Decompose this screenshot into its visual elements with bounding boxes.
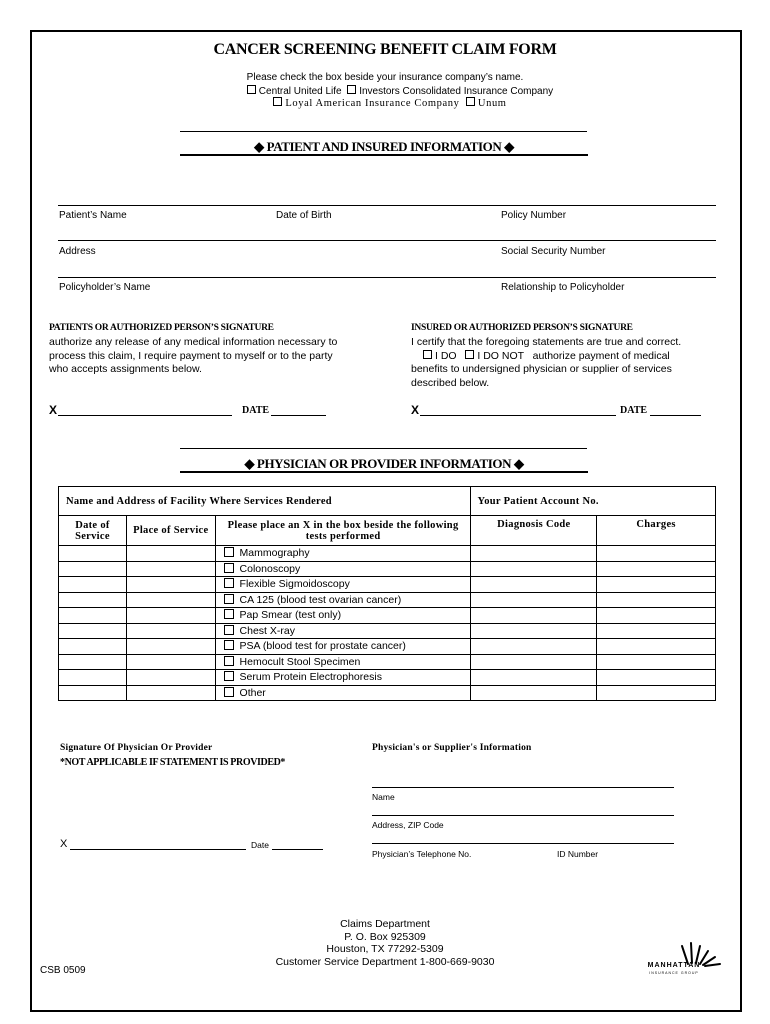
- patient-date-line[interactable]: [271, 415, 326, 416]
- claims-address: Claims Department P. O. Box 925309 Houston, TX 77292-5309 Customer Service Department 1-800-669-9030: [275, 918, 495, 968]
- diagnosis-cell[interactable]: [471, 639, 597, 655]
- insured-date-line[interactable]: [650, 415, 701, 416]
- charges-cell[interactable]: [597, 592, 716, 608]
- place-cell[interactable]: [126, 608, 215, 624]
- provider-signature-heading: Signature Of Physician Or Provider: [60, 743, 213, 753]
- form-code: CSB 0509: [40, 965, 86, 976]
- test-label: Hemocult Stool Specimen: [239, 655, 361, 668]
- date-cell[interactable]: [59, 608, 127, 624]
- rule: [180, 448, 587, 449]
- table-row: [59, 685, 716, 701]
- table-row: [59, 608, 716, 624]
- manhattan-logo: [638, 940, 724, 980]
- psa-checkbox[interactable]: [224, 640, 234, 650]
- rule: [58, 205, 716, 206]
- company-row-1: [0, 85, 770, 97]
- tests-performed-header: Please place an X in the box beside the following tests performed: [215, 516, 471, 546]
- chest-xray-checkbox[interactable]: [224, 625, 234, 635]
- company-instruction: Please check the box beside your insurance company’s name.: [246, 72, 524, 83]
- i-do-checkbox[interactable]: [423, 350, 432, 359]
- address-line[interactable]: [372, 815, 674, 816]
- central-united-checkbox[interactable]: [247, 85, 256, 94]
- diagnosis-cell[interactable]: [471, 670, 597, 686]
- logo-subtext: INSURANCE GROUP: [649, 971, 699, 975]
- table-row: [59, 654, 716, 670]
- provider-signature-line[interactable]: [70, 849, 246, 850]
- ssn-field[interactable]: Social Security Number: [501, 246, 606, 257]
- place-cell[interactable]: [126, 685, 215, 701]
- test-label: Chest X-ray: [239, 624, 295, 637]
- place-cell[interactable]: [126, 561, 215, 577]
- policy-number-field[interactable]: Policy Number: [501, 210, 567, 221]
- place-of-service-header: Place of Service: [126, 516, 215, 546]
- not-applicable-note: *NOT APPLICABLE IF STATEMENT IS PROVIDED*: [60, 757, 286, 768]
- charges-cell[interactable]: [597, 654, 716, 670]
- provider-date-label: Date: [251, 840, 269, 850]
- ca125-checkbox[interactable]: [224, 594, 234, 604]
- test-label: Serum Protein Electrophoresis: [239, 671, 382, 684]
- test-label: Other: [239, 686, 266, 699]
- insured-certification-text: I certify that the foregoing statements are true and correct. I DO I DO NOT authorize payment of medical benefits to undersigned physician or supplier of services described below.: [411, 336, 682, 389]
- table-row: [59, 639, 716, 655]
- pap-smear-checkbox[interactable]: [224, 609, 234, 619]
- logo-text: MANHATTAN: [647, 962, 701, 969]
- mammography-checkbox[interactable]: [224, 547, 234, 557]
- rule: [180, 471, 588, 473]
- rule: [58, 240, 716, 241]
- place-cell[interactable]: [126, 670, 215, 686]
- diagnosis-cell[interactable]: [471, 623, 597, 639]
- diagnosis-cell[interactable]: [471, 608, 597, 624]
- company-row-2: [0, 97, 770, 109]
- patient-signature-line[interactable]: [58, 415, 232, 416]
- diagnosis-cell[interactable]: [471, 592, 597, 608]
- address-zip-label: Address, ZIP Code: [372, 820, 444, 830]
- relationship-field[interactable]: Relationship to Policyholder: [501, 282, 625, 293]
- patient-signature-x: X: [49, 403, 58, 417]
- form-title: CANCER SCREENING BENEFIT CLAIM FORM: [213, 41, 557, 58]
- diagnosis-cell[interactable]: [471, 577, 597, 593]
- date-cell[interactable]: [59, 654, 127, 670]
- loyal-american-checkbox[interactable]: [273, 97, 282, 106]
- place-cell[interactable]: [126, 577, 215, 593]
- rule: [180, 131, 587, 132]
- services-table: [58, 486, 716, 701]
- physician-section-heading: ◆ PHYSICIAN OR PROVIDER INFORMATION ◆: [244, 456, 524, 471]
- date-of-service-header: Date of Service: [59, 516, 127, 546]
- sigmoidoscopy-checkbox[interactable]: [224, 578, 234, 588]
- unum-label: Unum: [477, 98, 507, 109]
- diamond-icon: ◆: [244, 456, 255, 471]
- table-row: [59, 670, 716, 686]
- date-cell[interactable]: [59, 623, 127, 639]
- charges-cell[interactable]: [597, 685, 716, 701]
- place-cell[interactable]: [126, 623, 215, 639]
- table-row: [59, 592, 716, 608]
- diamond-icon: ◆: [254, 139, 264, 154]
- investors-consolidated-label: Investors Consolidated Insurance Company: [359, 86, 554, 97]
- charges-header: Charges: [597, 516, 716, 546]
- charges-cell[interactable]: [597, 561, 716, 577]
- charges-cell[interactable]: [597, 577, 716, 593]
- patient-signature-heading: PATIENTS OR AUTHORIZED PERSON’S SIGNATURE: [49, 323, 274, 333]
- diamond-icon: ◆: [513, 456, 524, 471]
- colonoscopy-checkbox[interactable]: [224, 563, 234, 573]
- other-checkbox[interactable]: [224, 687, 234, 697]
- hemocult-checkbox[interactable]: [224, 656, 234, 666]
- serum-protein-checkbox[interactable]: [224, 671, 234, 681]
- facility-header[interactable]: Name and Address of Facility Where Services Rendered: [59, 487, 471, 516]
- diamond-icon: ◆: [504, 139, 514, 154]
- insured-date-label: DATE: [620, 405, 648, 416]
- diagnosis-cell[interactable]: [471, 546, 597, 562]
- test-label: CA 125 (blood test ovarian cancer): [239, 593, 402, 606]
- test-label: Colonoscopy: [239, 562, 301, 575]
- diagnosis-cell[interactable]: [471, 685, 597, 701]
- rule: [180, 154, 588, 156]
- unum-checkbox[interactable]: [466, 97, 475, 106]
- test-label: PSA (blood test for prostate cancer): [239, 640, 406, 653]
- date-cell[interactable]: [59, 577, 127, 593]
- diagnosis-code-header: Diagnosis Code: [471, 516, 597, 546]
- provider-date-line[interactable]: [272, 849, 323, 850]
- patient-name-field[interactable]: Patient’s Name: [59, 210, 127, 221]
- test-label: Pap Smear (test only): [239, 609, 342, 622]
- account-number-header[interactable]: Your Patient Account No.: [471, 487, 716, 516]
- supplier-info-heading: Physician's or Supplier's Information: [372, 743, 532, 753]
- telephone-label: Physician’s Telephone No.: [372, 849, 472, 859]
- investors-consolidated-checkbox[interactable]: [347, 85, 356, 94]
- charges-cell[interactable]: [597, 639, 716, 655]
- rule: [58, 277, 716, 278]
- provider-signature-x: X: [60, 838, 68, 850]
- central-united-label: Central United Life: [258, 86, 342, 97]
- id-number-label: ID Number: [557, 849, 599, 859]
- policyholder-name-field[interactable]: Policyholder’s Name: [59, 282, 151, 293]
- charges-cell[interactable]: [597, 546, 716, 562]
- date-cell[interactable]: [59, 685, 127, 701]
- patient-date-label: DATE: [242, 405, 270, 416]
- insured-signature-line[interactable]: [420, 415, 616, 416]
- patient-authorization-text: authorize any release of any medical information necessary to process this claim, I require payment to myself or to the party who accepts assignments below.: [49, 336, 338, 375]
- loyal-american-label: Loyal American Insurance Company: [285, 98, 460, 109]
- table-row: [59, 546, 716, 562]
- table-row: [59, 561, 716, 577]
- date-cell[interactable]: [59, 592, 127, 608]
- test-label: Flexible Sigmoidoscopy: [239, 578, 350, 591]
- place-cell[interactable]: [126, 592, 215, 608]
- date-cell[interactable]: [59, 561, 127, 577]
- i-do-not-checkbox[interactable]: [465, 350, 474, 359]
- date-cell[interactable]: [59, 670, 127, 686]
- patient-section-heading: ◆ PATIENT AND INSURED INFORMATION ◆: [254, 139, 514, 154]
- charges-cell[interactable]: [597, 608, 716, 624]
- diagnosis-cell[interactable]: [471, 561, 597, 577]
- insured-signature-x: X: [411, 403, 420, 417]
- charges-cell[interactable]: [597, 670, 716, 686]
- place-cell[interactable]: [126, 546, 215, 562]
- date-cell[interactable]: [59, 639, 127, 655]
- phone-line[interactable]: [372, 843, 674, 844]
- place-cell[interactable]: [126, 654, 215, 670]
- table-row: [59, 577, 716, 593]
- diagnosis-cell[interactable]: [471, 654, 597, 670]
- charges-cell[interactable]: [597, 623, 716, 639]
- dob-field[interactable]: Date of Birth: [276, 210, 332, 221]
- address-field[interactable]: Address: [59, 246, 96, 257]
- table-row: [59, 623, 716, 639]
- place-cell[interactable]: [126, 639, 215, 655]
- name-label: Name: [372, 792, 395, 802]
- date-cell[interactable]: [59, 546, 127, 562]
- name-line[interactable]: [372, 787, 674, 788]
- test-label: Mammography: [239, 547, 310, 560]
- insured-signature-heading: INSURED OR AUTHORIZED PERSON’S SIGNATURE: [411, 323, 633, 333]
